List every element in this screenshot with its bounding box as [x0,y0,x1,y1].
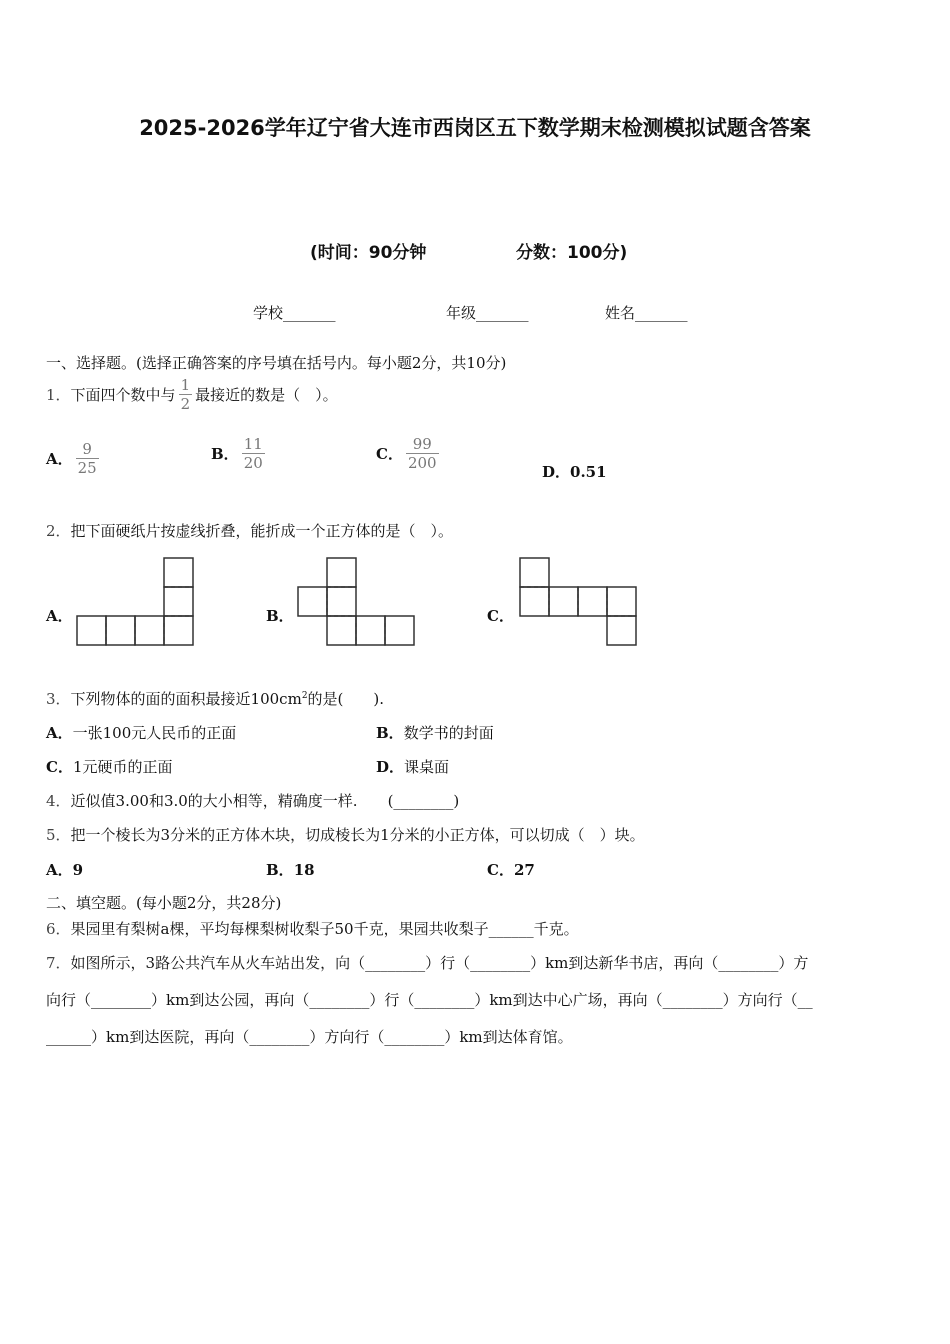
superscript: 2 [301,691,308,701]
option-text: 课桌面 [404,758,450,776]
question-number: 5． [46,826,71,844]
net-option-a-label: A． [46,607,73,625]
q3-option-a [46,722,236,743]
option-fraction [76,440,99,477]
question-text: 把一个棱长为3分米的正方体木块，切成棱长为1分米的小正方体，可以切成（ ）块。 [70,826,645,844]
option-label: B． [376,724,404,742]
section-fill-heading: 二、填空题。(每小题2分，共28分) [46,894,282,912]
denominator: 2 [180,395,191,413]
option-label: B． [266,861,294,879]
option-c [376,435,442,472]
denominator: 200 [407,454,437,472]
question-number: 2． [46,522,71,540]
numerator: 1 [180,376,191,394]
question-number: 1． [46,386,71,404]
numerator: 99 [412,435,432,453]
option-label: D． [376,758,405,776]
option-label: C． [46,758,73,776]
question-1 [46,376,338,413]
fraction-half [179,376,193,413]
exam-score: 分数：100分) [516,243,628,263]
option-b [211,435,268,472]
option-label: D． [542,463,571,481]
q3-option-d [376,756,449,777]
option-label: A． [46,724,73,742]
q5-option-c [487,859,535,880]
q3-option-c [46,756,173,777]
option-text: 1元硬币的正面 [72,758,173,776]
denominator: 25 [77,459,97,477]
question-text: 果园里有梨树a棵，平均每棵梨树收梨子50千克，果园共收梨子______千克。 [70,920,579,938]
option-text: 27 [513,861,535,879]
option-label: A． [46,450,73,468]
option-label: B． [211,445,239,463]
question-number: 6． [46,920,71,938]
option-a [46,440,102,477]
net-option-c-label: C． [487,607,514,625]
option-label: C． [487,861,514,879]
option-label: C． [376,445,403,463]
grade-field: 年级_______ [446,304,529,322]
question-7 [46,952,808,973]
question-5 [46,824,645,845]
school-field: 学校_______ [253,304,336,322]
question-number: 4． [46,792,71,810]
denominator: 20 [243,454,263,472]
option-text: 9 [72,861,84,879]
option-text: 18 [293,861,315,879]
question-text: 把下面硬纸片按虚线折叠，能折成一个正方体的是（ ）。 [70,522,454,540]
question-number: 7． [46,954,71,972]
option-value: 0.51 [570,463,607,481]
option-label: A． [46,861,73,879]
option-text: 数学书的封面 [403,724,494,742]
q3-option-b [376,722,494,743]
question-text: 下列物体的面的面积最接近100cm [70,690,302,708]
cube-net-b [296,556,418,648]
numerator: 11 [243,435,263,453]
q5-option-a [46,859,83,880]
question-text: 下面四个数中与 [70,386,176,404]
question-2 [46,520,453,541]
net-option-b-label: B． [266,607,294,625]
q5-option-b [266,859,315,880]
question-4 [46,790,459,811]
question-3 [46,688,384,709]
question-text: 如图所示，3路公共汽车从火车站出发，向（________）行（________）km到达新华书店，再向（________）方 [70,954,809,972]
section-choice-heading: 一、选择题。(选择正确答案的序号填在括号内。每小题2分，共10分) [46,354,507,372]
question-text: 近似值3.00和3.0的大小相等，精确度一样. (________) [70,792,460,810]
option-fraction [242,435,265,472]
question-6 [46,918,579,939]
question-7-line-2: 向行（________）km到达公园，再向（________）行（________）km到达中心广场，再向（________）方向行（__ [46,991,813,1009]
exam-time: (时间：90分钟 [310,243,427,263]
option-text: 一张100元人民币的正面 [72,724,237,742]
question-7-line-3: ______）km到达医院，再向（________）方向行（________）km到达体育馆。 [46,1028,573,1046]
question-number: 3． [46,690,71,708]
page-title: 2025-2026学年辽宁省大连市西岗区五下数学期末检测模拟试题含答案 [139,116,811,140]
cube-net-c [518,556,640,648]
cube-net-a [76,556,196,648]
question-text-tail: 的是( ). [307,690,385,708]
option-fraction [406,435,439,472]
name-field: 姓名_______ [605,304,688,322]
question-text: 最接近的数是（ ）。 [195,386,338,404]
option-d [542,461,607,482]
numerator: 9 [82,440,92,458]
